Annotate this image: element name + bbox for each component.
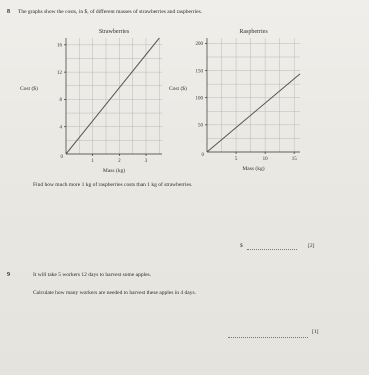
strawberries-origin-label: 0 [60, 155, 63, 160]
raspberries-grid [207, 38, 300, 152]
raspberries-y-tick-label: 100 [195, 96, 203, 102]
strawberries-x-label: Mass (kg) [102, 168, 126, 174]
raspberries-origin-label: 0 [201, 153, 204, 158]
question-8-text: Find how much more 1 kg of raspberries costs than 1 kg of strawberries. [33, 182, 193, 188]
strawberries-y-tick-label: 8 [59, 98, 62, 104]
raspberries-y-label: Cost ($) [169, 86, 187, 92]
answer-9-field[interactable] [228, 337, 308, 338]
raspberries-x-tick-label: 5 [234, 157, 238, 162]
strawberries-chart [20, 29, 162, 174]
answer-currency-symbol: $ [240, 243, 243, 249]
strawberries-x-tick-label: 2 [118, 159, 121, 164]
strawberries-x-tick-label: 1 [91, 159, 94, 164]
strawberries-title: Strawberries [98, 29, 130, 35]
strawberries-y-label: Cost ($) [20, 86, 38, 92]
raspberries-cost-line [207, 74, 300, 152]
strawberries-y-tick-label: 12 [57, 70, 62, 76]
raspberries-x-tick-label: 10 [262, 157, 268, 162]
raspberries-title: Raspberries [239, 29, 268, 35]
raspberries-y-tick-label: 200 [195, 42, 203, 48]
strawberries-y-tick-label: 16 [57, 43, 62, 49]
question-8-marks: [2] [308, 243, 315, 249]
question-9-marks: [1] [312, 329, 319, 335]
raspberries-y-tick-label: 50 [198, 123, 203, 129]
strawberries-y-tick-label: 4 [59, 125, 62, 131]
raspberries-chart [169, 29, 300, 172]
strawberries-cost-line [66, 38, 159, 154]
raspberries-y-tick-label: 150 [195, 69, 203, 75]
question-8-intro: The graphs show the costs, in $, of different masses of strawberries and raspberries. [18, 9, 203, 15]
question-8-number: 8 [7, 9, 10, 15]
answer-8-field[interactable] [247, 249, 297, 250]
raspberries-x-tick-label: 15 [291, 157, 297, 162]
question-9-text: Calculate how many workers are needed to harvest these apples in 4 days. [33, 290, 196, 296]
raspberries-x-label: Mass (kg) [242, 166, 265, 172]
question-9-intro: It will take 5 workers 12 days to harvest some apples. [33, 272, 152, 278]
strawberries-x-tick-label: 3 [144, 159, 148, 164]
question-9-number: 9 [7, 272, 10, 278]
